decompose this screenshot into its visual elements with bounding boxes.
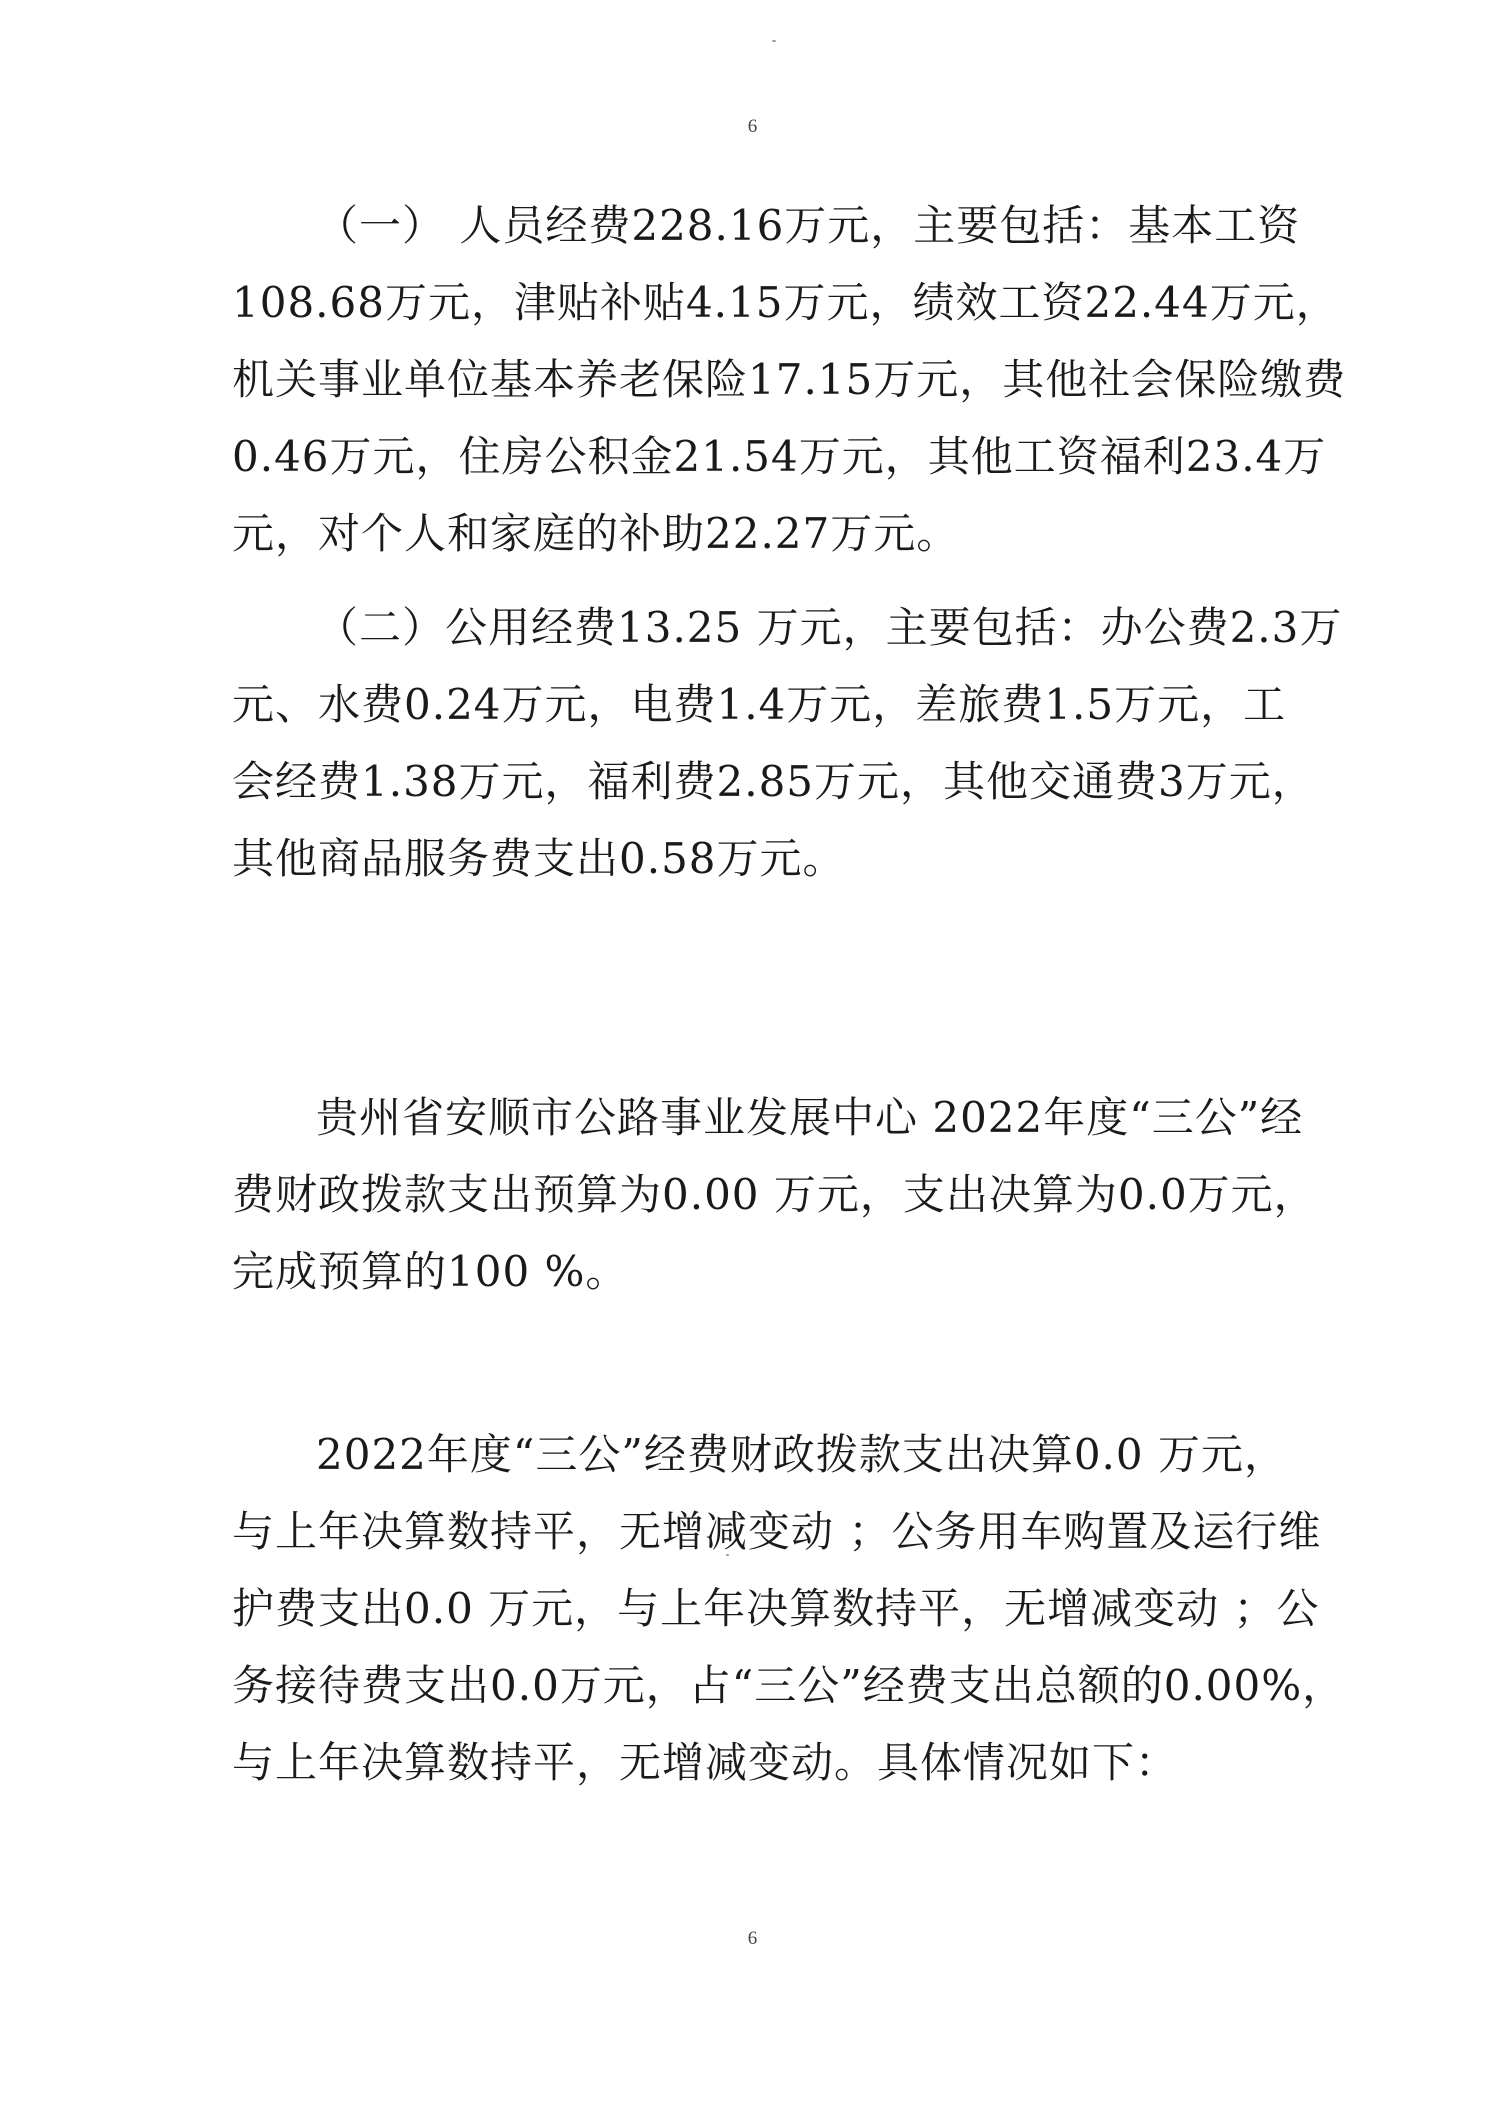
para2-line4: 其他商品服务费支出0.58万元。 [232, 834, 846, 883]
para4-line2: 与上年决算数持平，无增减变动 ；公务用车购置及运行维 [232, 1507, 1322, 1556]
para3-line2: 费财政拨款支出预算为0.00 万元，支出决算为0.0万元， [232, 1170, 1317, 1219]
para1-line4: 0.46万元，住房公积金21.54万元，其他工资福利23.4万 [232, 432, 1327, 481]
para4-line5: 与上年决算数持平，无增减变动。具体情况如下： [232, 1738, 1179, 1787]
para1-line2: 108.68万元，津贴补贴4.15万元，绩效工资22.44万元， [232, 278, 1339, 327]
para3-line1: 贵州省安顺市公路事业发展中心 2022年度“三公”经 [316, 1093, 1304, 1142]
para4-line1: 2022年度“三公”经费财政拨款支出决算0.0 万元， [316, 1430, 1287, 1479]
para4-line4: 务接待费支出0.0万元，占“三公”经费支出总额的0.00%， [232, 1661, 1346, 1710]
scan-speck [772, 40, 776, 42]
para3-line3: 完成预算的100 %。 [232, 1247, 629, 1296]
para2-line1: （二）公用经费13.25 万元，主要包括：办公费2.3万 [316, 603, 1343, 652]
para1-line5: 元，对个人和家庭的补助22.27万元。 [232, 509, 960, 558]
page-number-top: 6 [747, 116, 758, 137]
para4-line3: 护费支出0.0 万元，与上年决算数持平，无增减变动 ；公 [232, 1584, 1320, 1633]
para1-line1: （一） 人员经费228.16万元，主要包括：基本工资 [316, 201, 1301, 250]
para2-line2: 元、水费0.24万元，电费1.4万元，差旅费1.5万元，工 [232, 680, 1287, 729]
para1-line3: 机关事业单位基本养老保险17.15万元，其他社会保险缴费 [232, 355, 1347, 404]
para2-line3: 会经费1.38万元，福利费2.85万元，其他交通费3万元， [232, 757, 1315, 806]
page-number-bottom: 6 [747, 1928, 758, 1949]
